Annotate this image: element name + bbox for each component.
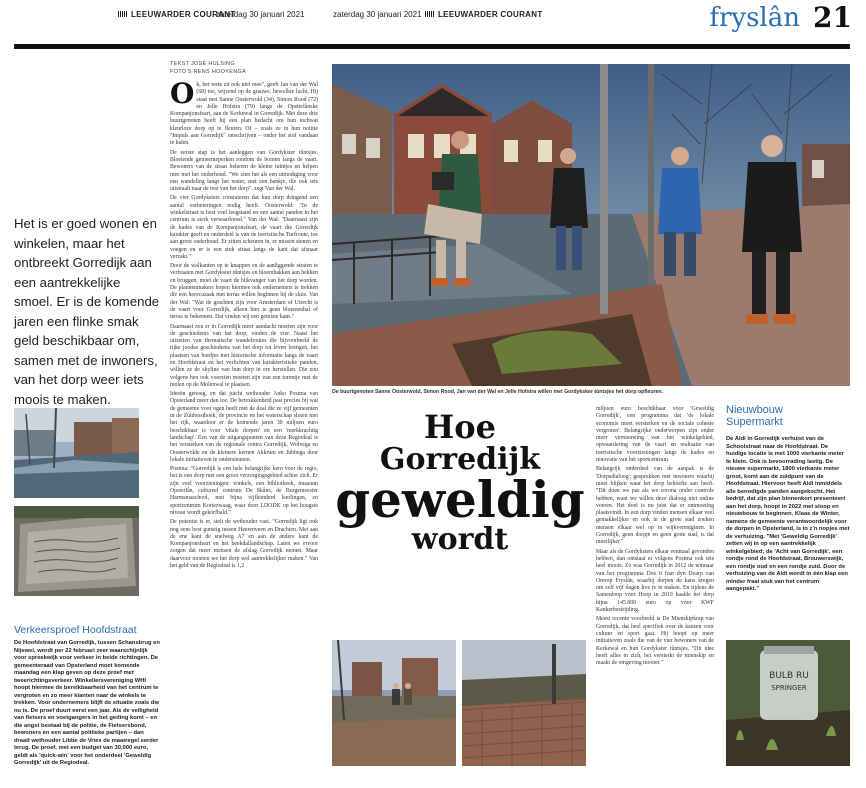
header-rule (14, 44, 850, 49)
byline-text: TEKST JOSÉ HULSING (170, 61, 235, 67)
col3-paragraph: Maar als de Gordyksters elkaar eenmaal gevonden hebben, dan ontstaat er volgens Postma ook iets heel moois. Zo was Gorredijk in 2012 de winnaar van het programma Doe it foar dyn Doarp van Omrop Fryslân, waarbij dorpen de kans kregen om zelf vijf dagen live tv te maken. En tijdens de Samenloop voor Hoop in 2019 haalde het dorp bijna 145.000 euro op voor KWF Kankerbestrijding. (596, 548, 714, 614)
col1-paragraph: k, het wete zit ook niet mee", geeft Jan van der Wal (68) toe, wijzend op de grauwe, bewolkte lucht. Hij staat met Sanne Oosterwold (34), Simon Rood (72) en Jelle Hofstra (79) langs de Opsterlânske Kompanjonsfeart, aan de Kerkewal in Gorredijk. Met deze drie buurtgenoten heeft hij een plan bedacht om hun tochwat kleurloze dorp op te fleuren. Of – zoals ze in hun notitie "Impuls aan Gorredijk" omschrijven – onder het stof vandaan te halen. (170, 82, 318, 147)
headline-line-2: Gorredijk (379, 442, 541, 477)
sidebar-right-title-2: Supermarkt (726, 416, 783, 428)
main-photo-caption: De buurtgenoten Sanne Oosterwold, Simon Rood, Jan van der Wal en Jelle Hofstra willen met Gordyksker tûntsjes het dorp opfleuren. (332, 389, 663, 395)
col1-paragraph: Postma: "Gorredijk is een hele belangrijke kern voor de regio, het is een dorp met een groot verzorgingsgebied achter zich. Er zijn veel voorzieningen: winkels, een bibliotheek, museum Opsterlân, cultureel centrum De Skâns, de Burgemeester Harmsmaschool, met bijna vijfhonderd leerlingen, en sportcentrum Kortezwaag, waar door LDODK op het hoogste niveau wordt gekorfbald." (170, 466, 318, 516)
section-title: fryslân (709, 3, 800, 33)
jar-label: BULB RU (769, 671, 809, 681)
photo-historic-stone (14, 506, 139, 596)
sidebar-right-title-1: Nieuwbouw (726, 404, 783, 416)
headline-line-1: Hoe (424, 408, 496, 446)
photo-couple-canal (332, 640, 456, 766)
sidebar-right-text: De Aldi in Gorredijk verhuist van de Schoolstraat naar de Hoofdstraat. De huidige locatie is met 1000 vierkante meter te klein. Ook is bevoorrading lastig. De nieuwe supermarkt, 1800 vierkante meter groot, komt aan de zuidpunt van de Hoofdstraat. Hiervoor heeft Aldi inmiddels alle benodigde panden aangekocht. Het bedrijf, dat zijn plan binnenkort presenteert aan het dorp, hoopt in 2022 met sloop en nieuwbouw te beginnen. Klaas de Winter, namens de gemeente verantwoordelijk voor de dorpen in Opsterland, is in z'n nopjes met de verhuizing. "Met 'Geweldig Gorredijk' zetten wij in op een aantrekkelijk winkelgebied; de 'Acht van Gorredijk', een rondje rond de Hoofdstraat, Brouwerswijk, een rondje oud en een rondje zuid. Door de verhuizing van de Aldi wordt in één klap een minder fraai stuk van het centrum aangepakt." (726, 436, 850, 592)
headline-line-4: wordt (411, 522, 509, 557)
dropcap: O (170, 77, 195, 110)
sidebar-left-title: Verkeersproef Hoofdstraat (14, 624, 137, 636)
jar-label: SPRINGER (771, 684, 807, 692)
col1-paragraph: De eerste stap is het aanleggen van Gordykster tûntsjes. Bloeiende gemeenteperken rondom de bomen langs de vaart. Bewoners van de straat beheren de kleine tuintjes en helpen mee met het onderhoud. "We zien het als een uitnodiging voor een wandeling langs het water, met een bankje, die ook iets uitstraalt naar de rest van het dorp", zegt Van der Wal. (170, 149, 318, 193)
sidebar-left-text: De Hoofdstraat van Gorredijk, tussen Schansbrug en Nijewei, wordt per 22 februari zeer waarschijnlijk voor spreekwijk voor verkeer in beide richtingen. De gemeenteraad van Opsterland moet komende maandag een klap geven op deze proef met tweerichtingsverkeer. Winkeliersvereniging WHI hoopt hiermee de bereikbaarheid van het centrum te vergroten en zo meer klanten naar de winkels te trekken. Voor ondernemers blijft de situatie zoals die nu is. De proef duurt eerst een jaar. Als de veiligheid van fietsers en voetgangers in het geding komt – en die angst bestaat bij de politie, de Fietsersbond, bewoners en een aantal politieke partijen – dan draait wethouder Libbe de Vries de maatregel eerder terug. De proef, met een budget van 30.000 euro, geldt als 'quick-win' voor het onderdeel 'Geweldig Gorredijk' uit de Regiodeal. (14, 640, 160, 766)
col1-paragraph: De potentie is er, stelt de wethouder vast. "Gorredijk ligt ook nog eens best gunstig tussen Heerenveen en Drachten. Met aan de ene kant de snelweg A7 en aan de andere kant de Kompanjonsfeart en het beekdallandschap. Laten we ervoor zorgen dat meer mensen de afslag Gorredijk nemen. Maar daarvoor moeten we het dorp wel aantrekkelijker maken." Van het geld van de Regiodeal is 1,2 (170, 519, 318, 569)
headline-line-3: geweldig (335, 470, 585, 529)
byline-photo: FOTO'S RENS HOOYENGA (170, 69, 247, 75)
date-right: zaterdag 30 januari 2021 (333, 10, 422, 19)
article-intro: Het is er goed wonen en winkelen, maar het ontbreekt Gorredijk aan een aantrekkelijke smoel. Er is de komende jaren een flinke smak geld beschikbaar om, samen met de inwoners, van het dorp weer iets moois te maken. (14, 216, 160, 407)
col1-paragraph: De vier Gordyksters constateren dat hun dorp dringend een aantal verbeteringen nodig heeft. Oosterwold: "In de winkelstraat is best veel leegstand en een aantal panden in het centrum is sterk verwaarloosd." Van der Wal: "Daarnaast zijn de kades van de Kompanjonsfeart, de vaart die Gorredijk karakter geeft en onderdeel is van de toeristische Turfroute, toe aan groot onderhoud. Er zitten scheuren in, er missen stenen en voegen en er is een stuk straat langs de kant dat afsnaar verzakt." (170, 195, 318, 260)
page-number: 21 (813, 1, 852, 34)
byline (170, 60, 330, 76)
photo-brick-border (462, 640, 586, 766)
photo-bulb-jar (726, 640, 850, 766)
article-column-3 (596, 406, 714, 782)
col3-paragraph: Belangrijk onderdeel van de aanpak is de 'Dorpsdialoog', gesprekken met inwoners waarbij moet blijken waar het dorp behoefte aan heeft. "Dit doen we pas als we corona onder controle hebben, want we willen deze dialoog niet online voeren. Het doel is nu juist dat er ontmoeting plaatsvindt. In een dorp vinden mensen elkaar veel gemakkelijker en ook in de grote stad zoeken mensen elkaar wel op in wijkvereniginen. In Gorredijk, geen dorpje en geen grote stad, is dat moeilijker." (596, 466, 714, 546)
col1-paragraph: Ideeën genoeg, en dat juicht wethouder Anko Postma van Opsterland meer dan toe. De betrokkenheid past precies bij wat de gemeente voor ogen heeft met de deal die ze vijf gemeenten in de Zuidoosthoek, de provincie en het waterschap sloten met het rijk, waardoor er de komende jaren 30 miljoen euro beschikbaar is voor 'vitale dorpen' en een 'merkkrachtig landschap'. Een van de uitgangspunten van deze Regiodeal is het versterken van de regionale centra Gorredijk, Wolvega en Oosterwolde en de kleinere kernen Akkrum en Jubbega door lokale initiatieven te ondersteunen. (170, 391, 318, 463)
col1-paragraph: Daarnaast zou er in Gorredijk meer aandacht moeten zijn voor de geschiedenis van het dorp, vinden de vier. Naast het uitzetten van thematische wandelroutes die bijvoorbeeld de rijke joodse geschiedenis van het dorp tot leven brengen, het plaatsen van bordjes met historische informatie langs de vaart en Hoofdstraat en het verlichten van karakteristieke panden, willen ze de skyline van hun dorp in ere herstellen. Die zou volgens hen ook voorzien moeten zijn van een torentje met de molen op de Molenwal te plaatsen. (170, 323, 318, 388)
publication-name-left: LEEUWARDER COURANT (118, 10, 236, 19)
col3-paragraph: Meest recente voorbeeld is De Mienskipkrap van Gorredijk, dat heel specifiek over de kansen voor cultuur en sport gaat. Hij hoopt op meer initiatieven zoals die van de vier bewoners van de Kerkewal en hun Gordykster tûntsjes. "Dit idee heeft alles in zich, het versterkt de mienskip en maakt de omgeving mooier." (596, 616, 714, 667)
page-header (0, 0, 866, 44)
col3-paragraph: miljoen euro beschikbaar voor 'Geweldig Gorredijk', een programma dat 'de lokale economie moet versterken en de sociale cohesie vergroten'. Belangrijke onderwerpen zijn onder meer vernieuwing van het winkelgebied, opwaardering van de vaart en realisatie van toeristische voorzieningen langs de kades en renovatie van het sportcentrum. (596, 406, 714, 464)
main-photo-group (332, 64, 850, 386)
photo-canal-street (14, 408, 139, 498)
col1-paragraph: Door de walkanten op te knappen en de aanliggende straten te verfraaien met Gordykster tûntsjes en bloembakken aan hekken en bruggen, moet de vaart de blikvanger van het dorp worden. De plannenmakers hopen hiermee ook ondernemers te trekken die een horecazaak met terras willen beginnen bij de sluis. Van der Wal: "Wat de grachten zijn voor Amsterdam of Utrecht is de vaart voor Gorredijk, alleen hier is geen bloemenhal of terras te bekennen. Dat vinden wij een gemiste kans." (170, 263, 318, 321)
article-column-1 (170, 77, 318, 782)
headline (332, 410, 588, 556)
publication-name-right: LEEUWARDER COURANT (425, 10, 543, 19)
sidebar-right-title (726, 404, 783, 428)
date-left: zaterdag 30 januari 2021 (216, 10, 305, 19)
